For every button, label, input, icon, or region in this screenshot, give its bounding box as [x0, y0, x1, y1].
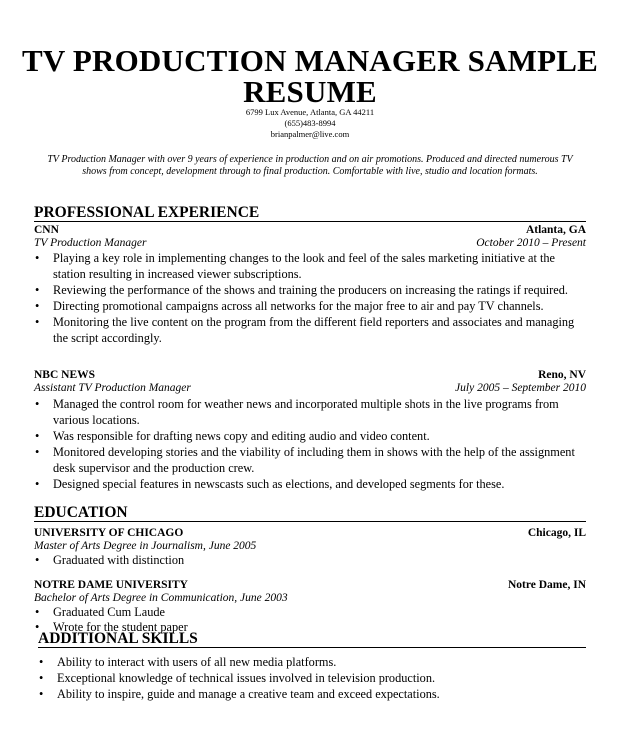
job-bullets-cnn	[34, 250, 586, 346]
list-item	[34, 298, 586, 314]
bullet-dot: •	[39, 687, 44, 701]
bullet-text: Managed the control room for weather news and incorporated multiple shots in the live programs from various locations.	[53, 397, 559, 427]
list-item	[38, 670, 586, 686]
bullet-dot: •	[35, 605, 40, 619]
bullet-text: Directing promotional campaigns across all networks for the major free to air and pay TV channels.	[53, 299, 544, 313]
list-item	[34, 552, 586, 568]
list-item	[38, 654, 586, 670]
list-item	[34, 476, 586, 492]
list-item	[34, 314, 586, 346]
job-dates: July 2005 – September 2010	[455, 382, 586, 394]
job-dates: October 2010 – Present	[476, 237, 586, 249]
school-degree: Bachelor of Arts Degree in Communication, June 2003	[34, 592, 288, 604]
bullet-dot: •	[35, 477, 40, 491]
bullet-text: Playing a key role in implementing changes to the look and feel of the sales marketing initiative at the station resulting in increased viewer subscriptions.	[53, 251, 555, 281]
section-heading-skills: ADDITIONAL SKILLS	[38, 631, 586, 648]
bullet-dot: •	[35, 429, 40, 443]
list-item	[34, 428, 586, 444]
school-location: Chicago, IL	[527, 527, 586, 539]
bullet-dot: •	[35, 397, 40, 411]
bullet-text: Was responsible for drafting news copy and editing audio and video content.	[53, 429, 430, 443]
bullet-dot: •	[35, 620, 40, 634]
list-item	[38, 686, 586, 702]
job-title: Assistant TV Production Manager	[34, 382, 191, 394]
contact-email: brianpalmer@live.com	[270, 129, 350, 139]
resume-title-line1: TV PRODUCTION MANAGER SAMPLE	[22, 43, 598, 78]
school-name: NOTRE DAME UNIVERSITY	[34, 579, 188, 591]
section-heading-education: EDUCATION	[34, 505, 586, 522]
list-item	[34, 396, 586, 428]
section-heading-experience: PROFESSIONAL EXPERIENCE	[34, 205, 586, 222]
school-name: UNIVERSITY OF CHICAGO	[34, 527, 184, 539]
job-title: TV Production Manager	[34, 237, 147, 249]
bullet-text: Wrote for the student paper	[53, 620, 188, 634]
school-bullets-chicago	[34, 552, 586, 568]
job-location: Reno, NV	[538, 369, 586, 381]
list-item	[34, 282, 586, 298]
contact-address: 6799 Lux Avenue, Atlanta, GA 44211	[245, 107, 375, 117]
bullet-dot: •	[35, 553, 40, 567]
list-item	[34, 604, 586, 620]
school-location: Notre Dame, IN	[507, 579, 586, 591]
bullet-text: Graduated Cum Laude	[53, 605, 165, 619]
bullet-text: Ability to inspire, guide and manage a creative team and exceed expectations.	[57, 687, 440, 701]
summary-paragraph: TV Production Manager with over 9 years of experience in production and on air promotions. Produced and directed numerous TV shows from concept, development through to final production. Comfortable with live, studio and location formats.	[47, 154, 573, 177]
school-degree: Master of Arts Degree in Journalism, June 2005	[34, 540, 257, 552]
job-location: Atlanta, GA	[525, 224, 586, 236]
bullet-text: Reviewing the performance of the shows and training the producers on increasing the ratings if required.	[53, 283, 568, 297]
bullet-text: Monitored developing stories and the viability of including them in shows with the help of the assignment desk supervisor and the production crew.	[53, 445, 575, 475]
bullet-dot: •	[39, 655, 44, 669]
list-item	[34, 250, 586, 282]
bullet-text: Graduated with distinction	[53, 553, 185, 567]
job-company: NBC NEWS	[34, 369, 96, 381]
bullet-text: Monitoring the live content on the program from the different field reporters and associates and managing the script accordingly.	[53, 315, 575, 345]
bullet-dot: •	[35, 251, 40, 265]
list-item	[34, 444, 586, 476]
job-company: CNN	[34, 224, 59, 236]
bullet-dot: •	[35, 445, 40, 459]
bullet-dot: •	[35, 283, 40, 297]
skills-bullets	[38, 654, 586, 702]
bullet-dot: •	[35, 299, 40, 313]
bullet-text: Designed special features in newscasts such as elections, and developed segments for these.	[53, 477, 505, 491]
job-bullets-nbc	[34, 396, 586, 492]
bullet-text: Ability to interact with users of all new media platforms.	[57, 655, 337, 669]
contact-phone: (655)483-8994	[284, 118, 336, 128]
bullet-text: Exceptional knowledge of technical issues involved in television production.	[57, 671, 436, 685]
resume-title-line2: RESUME	[243, 74, 377, 109]
bullet-dot: •	[35, 315, 40, 329]
bullet-dot: •	[39, 671, 44, 685]
